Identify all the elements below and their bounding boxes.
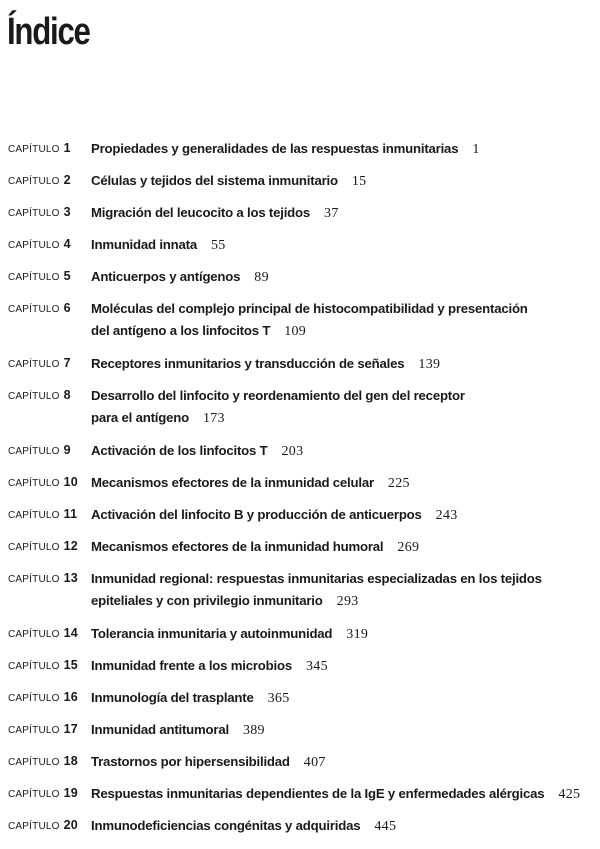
- toc-entry: [0, 623, 600, 655]
- chapter-prefix: CAPÍTULO: [8, 757, 60, 768]
- chapter-label: [8, 754, 78, 768]
- chapter-title: [91, 170, 596, 193]
- chapter-title: [91, 385, 596, 430]
- chapter-title: [91, 472, 596, 495]
- chapter-number: 5: [63, 269, 71, 283]
- chapter-title: [91, 234, 596, 257]
- toc-entry: [0, 234, 600, 266]
- chapter-title-line: [91, 138, 596, 161]
- page-number: 173: [202, 411, 225, 426]
- chapter-title-line: [91, 440, 596, 463]
- chapter-prefix: CAPÍTULO: [8, 446, 60, 457]
- chapter-prefix: CAPÍTULO: [8, 789, 60, 800]
- chapter-title-line: [91, 234, 596, 257]
- chapter-title: [91, 138, 596, 161]
- toc-entry: [0, 719, 600, 751]
- chapter-label: [8, 475, 78, 489]
- chapter-number: 17: [63, 722, 78, 736]
- chapter-title: [91, 568, 596, 613]
- chapter-label: [8, 507, 77, 521]
- chapter-number: 8: [63, 388, 71, 402]
- chapter-title-line: [91, 568, 596, 590]
- chapter-number: 20: [63, 818, 78, 832]
- chapter-title: [91, 298, 596, 343]
- toc-entry: [0, 687, 600, 719]
- page-number: 225: [387, 476, 410, 491]
- chapter-label: [8, 173, 71, 187]
- chapter-title-text: para el antígeno: [91, 410, 189, 425]
- chapter-prefix: CAPÍTULO: [8, 661, 60, 672]
- chapter-label: [8, 205, 71, 219]
- chapter-title-text: Desarrollo del linfocito y reordenamiento del gen del receptor: [91, 388, 465, 403]
- chapter-label: [8, 571, 78, 585]
- page-number: 89: [254, 270, 269, 285]
- chapter-label: [8, 301, 71, 315]
- chapter-prefix: CAPÍTULO: [8, 208, 60, 219]
- chapter-title-line: [91, 353, 596, 376]
- chapter-title: [91, 815, 596, 838]
- chapter-title-text: Moléculas del complejo principal de histocompatibilidad y presentación: [91, 301, 528, 316]
- table-of-contents: [0, 138, 600, 847]
- chapter-title-line: [91, 655, 596, 678]
- chapter-prefix: CAPÍTULO: [8, 478, 60, 489]
- chapter-title: [91, 687, 596, 710]
- chapter-title: [91, 536, 596, 559]
- page-number: 37: [324, 206, 339, 221]
- page-number: 243: [435, 508, 458, 523]
- chapter-title-line: [91, 719, 596, 742]
- chapter-title: [91, 719, 596, 742]
- toc-entry: [0, 202, 600, 234]
- chapter-label: [8, 786, 78, 800]
- chapter-prefix: CAPÍTULO: [8, 693, 60, 704]
- chapter-number: 2: [63, 173, 71, 187]
- chapter-title-text: Inmunidad innata: [91, 237, 197, 252]
- toc-entry: [0, 138, 600, 170]
- chapter-title-line: [91, 385, 596, 407]
- chapter-number: 15: [63, 658, 78, 672]
- chapter-number: 12: [63, 539, 78, 553]
- chapter-title-text: Mecanismos efectores de la inmunidad celular: [91, 475, 374, 490]
- chapter-title: [91, 783, 596, 806]
- chapter-label: [8, 539, 78, 553]
- chapter-title-line: [91, 407, 596, 430]
- chapter-prefix: CAPÍTULO: [8, 176, 60, 187]
- page-number: 365: [267, 691, 290, 706]
- page-number: 139: [418, 357, 441, 372]
- chapter-title-line: [91, 590, 596, 613]
- chapter-title-line: [91, 536, 596, 559]
- chapter-label: [8, 818, 78, 832]
- chapter-title-line: [91, 266, 596, 289]
- chapter-title-text: Migración del leucocito a los tejidos: [91, 205, 311, 220]
- page-number: 1: [472, 142, 480, 157]
- chapter-prefix: CAPÍTULO: [8, 510, 60, 521]
- chapter-title-text: Propiedades y generalidades de las respuestas inmunitarias: [91, 141, 459, 156]
- chapter-number: 7: [63, 356, 71, 370]
- toc-entry: [0, 568, 600, 623]
- chapter-label: [8, 658, 78, 672]
- toc-entry: [0, 655, 600, 687]
- chapter-title-text: Trastornos por hipersensibilidad: [91, 754, 290, 769]
- chapter-title-text: Activación de los linfocitos T: [91, 443, 268, 458]
- chapter-title-line: [91, 815, 596, 838]
- chapter-title-text: Inmunología del trasplante: [91, 690, 254, 705]
- page-number: 269: [397, 540, 420, 555]
- toc-entry: [0, 170, 600, 202]
- chapter-number: 6: [63, 301, 71, 315]
- chapter-title-line: [91, 504, 596, 527]
- chapter-title-line: [91, 687, 596, 710]
- chapter-prefix: CAPÍTULO: [8, 821, 60, 832]
- chapter-number: 3: [63, 205, 71, 219]
- chapter-title-line: [91, 298, 596, 320]
- chapter-number: 1: [63, 141, 71, 155]
- chapter-prefix: CAPÍTULO: [8, 144, 60, 155]
- chapter-title-text: Anticuerpos y antígenos: [91, 269, 241, 284]
- page-number: 407: [303, 755, 326, 770]
- page-title: Índice: [7, 11, 90, 53]
- chapter-title: [91, 655, 596, 678]
- chapter-number: 19: [63, 786, 78, 800]
- toc-entry: [0, 504, 600, 536]
- chapter-title-text: del antígeno a los linfocitos T: [91, 323, 271, 338]
- chapter-prefix: CAPÍTULO: [8, 629, 60, 640]
- chapter-title-text: Activación del linfocito B y producción de anticuerpos: [91, 507, 422, 522]
- chapter-title: [91, 751, 596, 774]
- toc-entry: [0, 751, 600, 783]
- chapter-number: 4: [63, 237, 71, 251]
- chapter-prefix: CAPÍTULO: [8, 304, 60, 315]
- chapter-number: 16: [63, 690, 78, 704]
- toc-entry: [0, 815, 600, 847]
- chapter-title-line: [91, 472, 596, 495]
- page-number: 109: [284, 324, 307, 339]
- chapter-label: [8, 626, 78, 640]
- chapter-prefix: CAPÍTULO: [8, 542, 60, 553]
- chapter-number: 10: [63, 475, 78, 489]
- page-number: 319: [346, 627, 369, 642]
- page-number: 425: [558, 787, 581, 802]
- chapter-title-line: [91, 170, 596, 193]
- chapter-title-line: [91, 751, 596, 774]
- page-number: 203: [281, 444, 304, 459]
- toc-entry: [0, 353, 600, 385]
- chapter-label: [8, 388, 71, 402]
- chapter-label: [8, 269, 71, 283]
- chapter-label: [8, 722, 78, 736]
- chapter-title: [91, 440, 596, 463]
- page-number: 389: [242, 723, 265, 738]
- chapter-title-text: Mecanismos efectores de la inmunidad humoral: [91, 539, 384, 554]
- chapter-title: [91, 202, 596, 225]
- toc-entry: [0, 472, 600, 504]
- chapter-title-text: Inmunidad regional: respuestas inmunitarias especializadas en los tejidos: [91, 571, 542, 586]
- chapter-title-line: [91, 202, 596, 225]
- chapter-title-text: Tolerancia inmunitaria y autoinmunidad: [91, 626, 333, 641]
- chapter-title-text: Receptores inmunitarios y transducción de señales: [91, 356, 405, 371]
- chapter-title-text: Respuestas inmunitarias dependientes de la IgE y enfermedades alérgicas: [91, 786, 545, 801]
- chapter-title-line: [91, 783, 596, 806]
- toc-entry: [0, 440, 600, 472]
- chapter-prefix: CAPÍTULO: [8, 725, 60, 736]
- chapter-number: 13: [63, 571, 78, 585]
- chapter-number: 18: [63, 754, 78, 768]
- page-number: 445: [374, 819, 397, 834]
- chapter-title-text: Inmunidad antitumoral: [91, 722, 229, 737]
- chapter-title: [91, 266, 596, 289]
- chapter-label: [8, 237, 71, 251]
- chapter-label: [8, 141, 71, 155]
- chapter-title: [91, 353, 596, 376]
- toc-entry: [0, 298, 600, 353]
- chapter-number: 9: [63, 443, 71, 457]
- chapter-prefix: CAPÍTULO: [8, 391, 60, 402]
- chapter-label: [8, 356, 71, 370]
- page-number: 345: [305, 659, 328, 674]
- chapter-title-line: [91, 320, 596, 343]
- chapter-title: [91, 623, 596, 646]
- chapter-prefix: CAPÍTULO: [8, 574, 60, 585]
- chapter-number: 11: [63, 507, 78, 521]
- chapter-label: [8, 443, 71, 457]
- chapter-prefix: CAPÍTULO: [8, 359, 60, 370]
- chapter-label: [8, 690, 78, 704]
- toc-entry: [0, 536, 600, 568]
- chapter-prefix: CAPÍTULO: [8, 272, 60, 283]
- chapter-title: [91, 504, 596, 527]
- chapter-title-line: [91, 623, 596, 646]
- page-number: 55: [210, 238, 226, 253]
- toc-entry: [0, 385, 600, 440]
- toc-entry: [0, 266, 600, 298]
- chapter-title-text: Células y tejidos del sistema inmunitario: [91, 173, 338, 188]
- chapter-prefix: CAPÍTULO: [8, 240, 60, 251]
- chapter-title-text: Inmunodeficiencias congénitas y adquiridas: [91, 818, 361, 833]
- page-number: 15: [351, 174, 367, 189]
- chapter-title-text: epiteliales y con privilegio inmunitario: [91, 593, 323, 608]
- chapter-number: 14: [63, 626, 78, 640]
- chapter-title-text: Inmunidad frente a los microbios: [91, 658, 292, 673]
- page-number: 293: [336, 594, 359, 609]
- toc-entry: [0, 783, 600, 815]
